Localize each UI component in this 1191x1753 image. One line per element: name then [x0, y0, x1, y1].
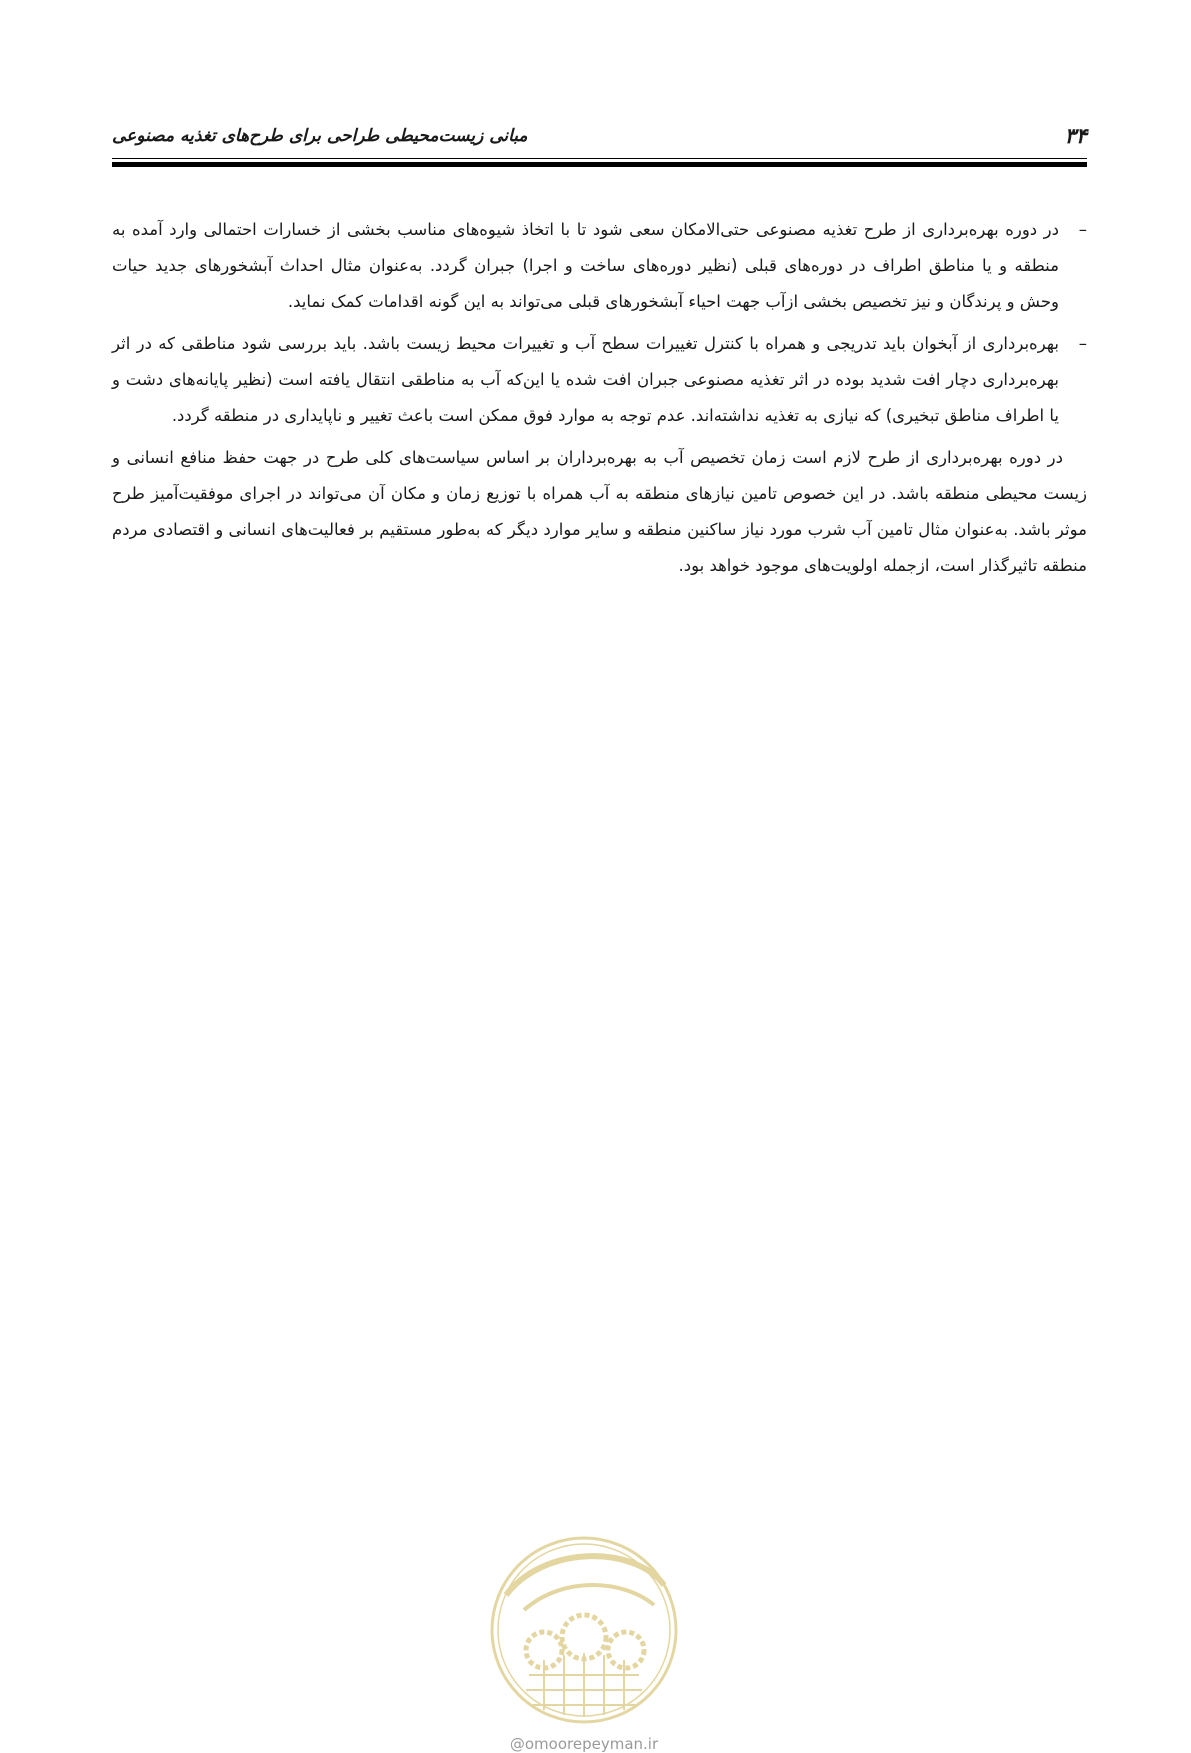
header-rule-thick [112, 162, 1087, 167]
bullet-dash: – [1078, 220, 1087, 239]
bullet-item [112, 326, 1087, 434]
body-paragraph: در دوره بهره‌برداری از طرح لازم است زمان تخصیص آب به بهره‌برداران بر اساس سیاست‌های کلی طرح در جهت حفظ منافع انسانی و زیست محیطی منطقه باشد. در این خصوص تامین نیازهای منطقه به آب همراه با توزیع زمان و مکان آن می‌تواند در اجرای موفقیت‌آمیز طرح موثر باشد. به‌عنوان مثال تامین آب شرب مورد نیاز ساکنین منطقه و سایر موارد دیگر که به‌طور مستقیم بر فعالیت‌های انسانی و اقتصادی مردم منطقه تاثیرگذار است، ازجمله اولویت‌های موجود خواهد بود. [112, 448, 1087, 575]
publisher-seal-logo [484, 1525, 684, 1735]
bullet-dash: – [1078, 334, 1087, 353]
page-number: ۳۴ [1064, 124, 1087, 148]
bullet-text: در دوره بهره‌برداری از طرح تغذیه مصنوعی حتی‌الامکان سعی شود تا با اتخاذ شیوه‌های مناسب بخشی از خسارات احتمالی وارد آمده به منطقه و یا مناطق اطراف در دوره‌های قبلی (نظیر دوره‌های ساخت و اجرا) جبران گردد. به‌عنوان مثال احداث آبشخورهای جدید حیات وحش و پرندگان و نیز تخصیص بخشی ازآب جهت احیاء آبشخورهای قبلی می‌تواند به این گونه اقدامات کمک نماید. [112, 220, 1059, 311]
bullet-item [112, 212, 1087, 320]
page-header [112, 126, 1087, 150]
header-rule-thin [112, 158, 1087, 159]
watermark-caption: @omoorepeyman.ir [509, 1735, 659, 1753]
bullet-text: بهره‌برداری از آبخوان باید تدریجی و همراه با کنترل تغییرات سطح آب و تغییرات محیط زیست باشد. باید بررسی شود مناطقی که در اثر بهره‌برداری دچار افت شدید بوده در اثر تغذیه مصنوعی جبران افت شده یا این‌که آب به مناطقی انتقال یافته است (نظیر پایانه‌های دشت و یا اطراف مناطق تبخیری) که نیازی به تغذیه نداشته‌اند. عدم توجه به موارد فوق ممکن است باعث تغییر و ناپایداری در منطقه گردد. [112, 334, 1059, 425]
page-body [112, 212, 1087, 584]
running-title: مبانی زیست‌محیطی طراحی برای طرح‌های تغذیه مصنوعی [112, 126, 528, 146]
